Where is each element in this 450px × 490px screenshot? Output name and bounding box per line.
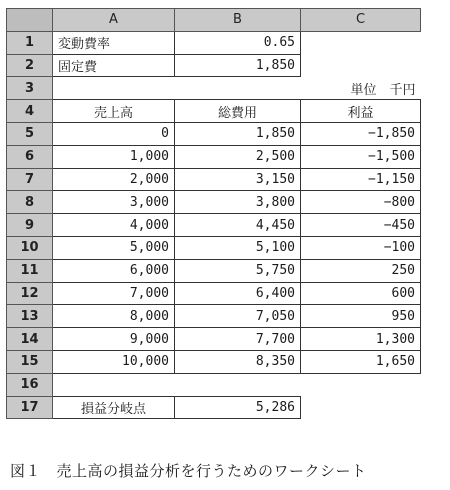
profit-cell[interactable]: −1,500 [301,145,421,168]
row-header[interactable]: 11 [7,259,53,282]
total-cost-cell[interactable]: 5,750 [175,259,301,282]
row-header[interactable]: 6 [7,145,53,168]
sheet-row [7,31,421,54]
total-cost-column-header[interactable]: 総費用 [175,100,301,123]
cell[interactable] [301,396,421,419]
row-header[interactable]: 13 [7,305,53,328]
sheet-row [7,54,421,77]
variable-cost-rate-value[interactable]: 0.65 [175,31,301,54]
row-header[interactable]: 12 [7,282,53,305]
total-cost-cell[interactable]: 7,050 [175,305,301,328]
sales-cell[interactable]: 2,000 [53,168,175,191]
data-rows [7,122,421,373]
sheet-row [7,396,421,419]
sheet-row [7,100,421,123]
break-even-value[interactable]: 5,286 [175,396,301,419]
profit-column-header[interactable]: 利益 [301,100,421,123]
column-header-row [7,9,421,32]
profit-cell[interactable]: 600 [301,282,421,305]
total-cost-cell[interactable]: 3,800 [175,191,301,214]
total-cost-cell[interactable]: 6,400 [175,282,301,305]
sales-cell[interactable]: 5,000 [53,236,175,259]
cell[interactable] [301,31,421,54]
table-row [7,191,421,214]
row-header[interactable]: 8 [7,191,53,214]
row-header[interactable]: 9 [7,214,53,237]
total-cost-cell[interactable]: 5,100 [175,236,301,259]
cell[interactable] [175,373,301,396]
variable-cost-rate-label[interactable]: 変動費率 [53,31,175,54]
spreadsheet [6,8,421,419]
table-row [7,122,421,145]
row-header[interactable]: 16 [7,373,53,396]
row-header[interactable]: 3 [7,77,53,100]
sales-cell[interactable]: 4,000 [53,214,175,237]
sheet-row [7,373,421,396]
column-header-a[interactable]: A [53,9,175,32]
select-all-corner[interactable] [7,9,53,32]
cell[interactable] [301,54,421,77]
column-header-c[interactable]: C [301,9,421,32]
table-row [7,305,421,328]
sales-cell[interactable]: 6,000 [53,259,175,282]
table-row [7,282,421,305]
sales-cell[interactable]: 0 [53,122,175,145]
sales-cell[interactable]: 8,000 [53,305,175,328]
sheet-row [7,77,421,100]
profit-cell[interactable]: −100 [301,236,421,259]
figure-caption: 図１ 売上高の損益分析を行うためのワークシート [10,462,367,480]
total-cost-cell[interactable]: 3,150 [175,168,301,191]
table-row [7,328,421,351]
fixed-cost-label[interactable]: 固定費 [53,54,175,77]
sales-cell[interactable]: 9,000 [53,328,175,351]
total-cost-cell[interactable]: 1,850 [175,122,301,145]
cell[interactable] [53,77,175,100]
cell[interactable] [53,373,175,396]
row-header[interactable]: 4 [7,100,53,123]
fixed-cost-value[interactable]: 1,850 [175,54,301,77]
sales-cell[interactable]: 7,000 [53,282,175,305]
profit-cell[interactable]: 1,650 [301,350,421,373]
total-cost-cell[interactable]: 4,450 [175,214,301,237]
cell[interactable] [301,373,421,396]
sales-cell[interactable]: 10,000 [53,350,175,373]
row-header[interactable]: 17 [7,396,53,419]
total-cost-cell[interactable]: 7,700 [175,328,301,351]
total-cost-cell[interactable]: 8,350 [175,350,301,373]
row-header[interactable]: 7 [7,168,53,191]
unit-label[interactable]: 単位 千円 [350,82,416,98]
row-header[interactable]: 10 [7,236,53,259]
cell[interactable] [175,77,301,100]
profit-cell[interactable]: −1,850 [301,122,421,145]
table-row [7,214,421,237]
profit-cell[interactable]: 250 [301,259,421,282]
profit-cell[interactable]: 1,300 [301,328,421,351]
profit-cell[interactable]: −1,150 [301,168,421,191]
profit-cell[interactable]: −450 [301,214,421,237]
table-row [7,350,421,373]
sales-cell[interactable]: 3,000 [53,191,175,214]
table-row [7,168,421,191]
row-header[interactable]: 5 [7,122,53,145]
row-header[interactable]: 14 [7,328,53,351]
row-header[interactable]: 2 [7,54,53,77]
profit-cell[interactable]: −800 [301,191,421,214]
table-row [7,259,421,282]
row-header[interactable]: 1 [7,31,53,54]
sales-cell[interactable]: 1,000 [53,145,175,168]
column-header-b[interactable]: B [175,9,301,32]
table-row [7,236,421,259]
total-cost-cell[interactable]: 2,500 [175,145,301,168]
profit-cell[interactable]: 950 [301,305,421,328]
sales-column-header[interactable]: 売上高 [53,100,175,123]
row-header[interactable]: 15 [7,350,53,373]
table-row [7,145,421,168]
break-even-label[interactable]: 損益分岐点 [53,396,175,419]
